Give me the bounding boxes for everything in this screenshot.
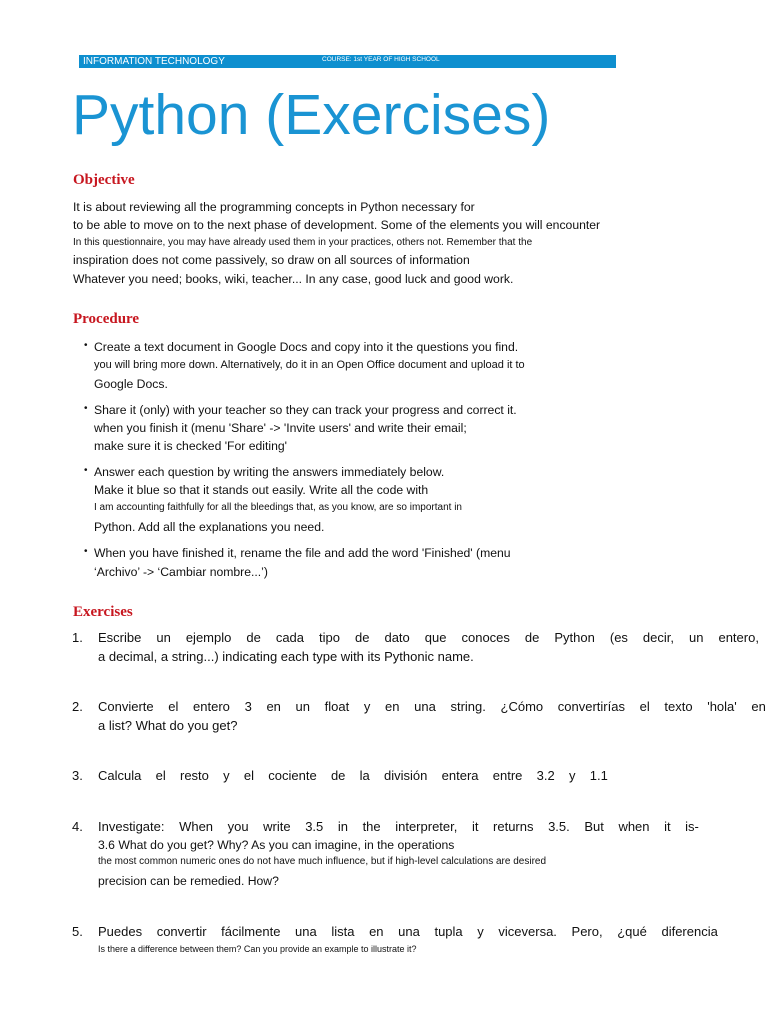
exercise-first-line (98, 630, 759, 646)
word: 3.5. (548, 819, 570, 834)
word: dato (384, 630, 410, 645)
word: texto (664, 699, 693, 714)
course-header-band (79, 55, 616, 68)
exercise-line: 3.6 What do you get? Why? As you can imagine, in the operations (98, 838, 455, 852)
procedure-line: when you finish it (menu 'Share' -> 'Invite users' and write their email; (94, 421, 467, 435)
word: (es (609, 630, 628, 645)
word: en (385, 699, 400, 714)
word: is- (685, 819, 699, 834)
word: returns (493, 819, 534, 834)
exercise-first-line (98, 924, 718, 940)
word: ¿qué (617, 924, 647, 939)
exercise-line: a decimal, a string...) indicating each type with its Pythonic name. (98, 649, 474, 664)
word: lista (331, 924, 355, 939)
word: el (155, 768, 166, 783)
word: el (639, 699, 650, 714)
word: 3 (244, 699, 252, 714)
procedure-line: Create a text document in Google Docs and copy into it the questions you find. (94, 340, 519, 354)
word: tipo (319, 630, 340, 645)
word: 'hola' (707, 699, 737, 714)
word: float (324, 699, 350, 714)
word: cada (275, 630, 305, 645)
procedure-line: you will bring more down. Alternatively, do it in an Open Office document and upload it to (94, 359, 525, 371)
objective-line: Whatever you need; books, wiki, teacher... In any case, good luck and good work. (73, 272, 514, 286)
word: Pero, (571, 924, 603, 939)
word: entera (441, 768, 479, 783)
word: que (424, 630, 447, 645)
procedure-line: Answer each question by writing the answers immediately below. (94, 465, 445, 479)
objective-heading: Objective (73, 172, 135, 188)
word: diferencia (661, 924, 718, 939)
exercise-number: 4. (72, 819, 83, 834)
exercise-number: 1. (72, 630, 83, 645)
bullet-icon: • (84, 465, 88, 476)
word: in (337, 819, 348, 834)
word: But (584, 819, 604, 834)
exercise-line: the most common numeric ones do not have much influence, but if high-level calculations are desired (98, 856, 547, 867)
word: decir, (642, 630, 674, 645)
objective-line: to be able to move on to the next phase of development. Some of the elements you will encounter (73, 218, 601, 232)
word: de (355, 630, 370, 645)
word: en (751, 699, 766, 714)
word: y (477, 924, 484, 939)
exercise-first-line (98, 768, 608, 784)
word: y (223, 768, 230, 783)
word: fácilmente (221, 924, 281, 939)
exercise-first-line (98, 699, 766, 715)
word: entero (193, 699, 230, 714)
word: convertirías (557, 699, 625, 714)
exercises-heading: Exercises (73, 604, 133, 620)
procedure-line: Make it blue so that it stands out easily. Write all the code with (94, 483, 429, 497)
word: it (664, 819, 671, 834)
word: y (568, 768, 576, 783)
objective-line: In this questionnaire, you may have already used them in your practices, others not. Remember that the (73, 237, 533, 248)
word: convertir (156, 924, 207, 939)
exercise-number: 5. (72, 924, 83, 939)
word: y (363, 699, 371, 714)
procedure-line: I am accounting faithfully for all the bleedings that, as you know, are so important in (94, 502, 462, 513)
word: de (246, 630, 261, 645)
exercise-number: 3. (72, 768, 83, 783)
word: Escribe (98, 630, 142, 645)
bullet-icon: • (84, 340, 88, 351)
word: viceversa. (498, 924, 557, 939)
word: un (156, 630, 171, 645)
procedure-line: Python. Add all the explanations you need. (94, 520, 325, 534)
word: una (398, 924, 420, 939)
word: entre (492, 768, 523, 783)
exercise-first-line (98, 819, 699, 835)
word: 3.2 (536, 768, 555, 783)
word: you (227, 819, 249, 834)
objective-line: It is about reviewing all the programming concepts in Python necessary for (73, 200, 475, 214)
procedure-line: Google Docs. (94, 377, 168, 391)
word: ejemplo (185, 630, 232, 645)
word: when (618, 819, 650, 834)
word: it (471, 819, 479, 834)
word: string. (450, 699, 486, 714)
page-title: Python (Exercises) (72, 83, 551, 147)
word: interpreter, (395, 819, 458, 834)
word: resto (179, 768, 209, 783)
procedure-line: ‘Archivo’ -> ‘Cambiar nombre...’) (94, 565, 268, 579)
word: write (263, 819, 291, 834)
exercise-line: Is there a difference between them? Can you provide an example to illustrate it? (98, 944, 417, 954)
word: un (295, 699, 311, 714)
word: When (179, 819, 214, 834)
procedure-line: When you have finished it, rename the file and add the word 'Finished' (menu (94, 546, 511, 560)
subject-label: INFORMATION TECHNOLOGY (83, 56, 225, 67)
word: entero, (718, 630, 759, 645)
exercise-line: a list? What do you get? (98, 718, 238, 733)
word: tupla (434, 924, 463, 939)
word: en (266, 699, 281, 714)
word: conoces (461, 630, 510, 645)
objective-line: inspiration does not come passively, so draw on all sources of information (73, 253, 470, 267)
procedure-line: make sure it is checked 'For editing' (94, 439, 287, 453)
word: Python (554, 630, 595, 645)
word: Investigate: (98, 819, 165, 834)
word: división (384, 768, 428, 783)
word: Calcula (98, 768, 142, 783)
procedure-line: Share it (only) with your teacher so they can track your progress and correct it. (94, 403, 517, 417)
word: Convierte (98, 699, 154, 714)
word: una (295, 924, 317, 939)
word: Puedes (98, 924, 143, 939)
word: el (168, 699, 179, 714)
bullet-icon: • (84, 546, 88, 557)
bullet-icon: • (84, 403, 88, 414)
exercise-number: 2. (72, 699, 83, 714)
word: de (330, 768, 346, 783)
word: 3.5 (305, 819, 324, 834)
word: una (414, 699, 436, 714)
word: en (369, 924, 384, 939)
word: the (362, 819, 381, 834)
word: de (524, 630, 540, 645)
word: ¿Cómo (500, 699, 544, 714)
word: un (689, 630, 704, 645)
procedure-heading: Procedure (73, 311, 140, 327)
exercise-line: precision can be remedied. How? (98, 874, 279, 888)
word: el (243, 768, 255, 783)
word: cociente (268, 768, 317, 783)
word: la (359, 768, 370, 783)
word: 1.1 (589, 768, 608, 783)
course-label: COURSE: 1st YEAR OF HIGH SCHOOL (322, 56, 440, 63)
